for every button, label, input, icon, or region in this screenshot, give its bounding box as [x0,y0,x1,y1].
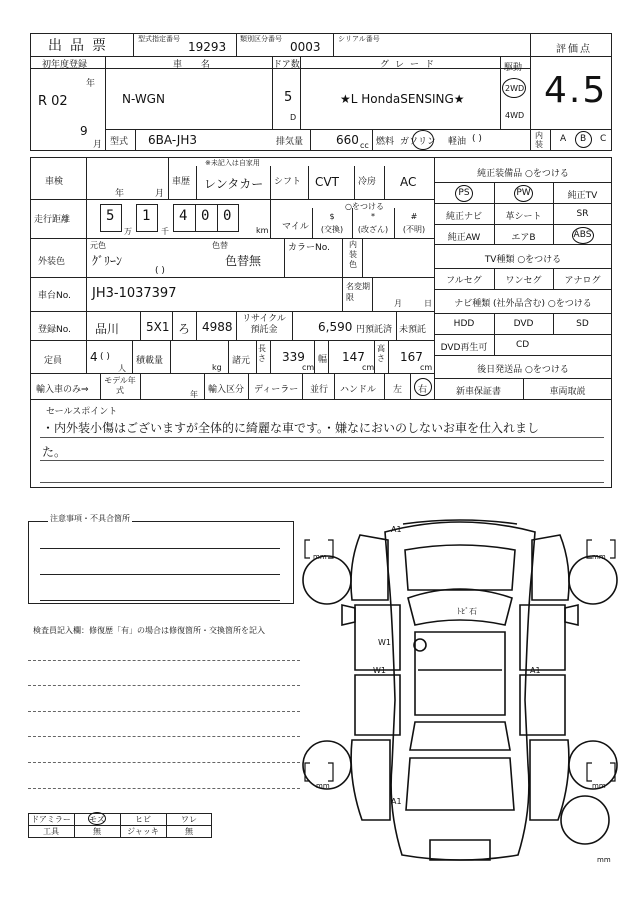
car-name: N-WGN [122,92,165,106]
sales-box [30,400,612,488]
mileage-digit-1: 5 [106,208,115,224]
interior-b-circle [575,131,592,148]
displacement: 660 [336,133,359,147]
recolor: 色替無 [225,254,262,268]
car-damage-diagram [300,510,620,875]
mileage-digit-4: 0 [201,208,210,224]
mileage-digit-2: 1 [142,208,151,224]
mileage-digit-3: 4 [179,208,188,224]
dmg-a1-rear: A1 [391,797,402,806]
notes-box [28,521,294,604]
dmg-a1-right: A1 [530,666,541,675]
shift: CVT [315,175,339,189]
score: 4.5 [544,70,608,111]
sales-line-2: た。 [42,445,67,459]
right-handle-circle [414,378,432,396]
model: 6BA-JH3 [148,133,198,147]
dmg-tobi: ﾄﾋﾞ石 [457,607,477,616]
chassis-no: JH3-1037397 [92,286,177,301]
reg-era: R 02 [38,94,68,109]
ps-circle [455,185,473,202]
fuel-circle [412,130,434,150]
type-no: 19293 [188,40,227,54]
doors: 5 [284,90,293,105]
recycle-amount: 6,590 [318,320,353,334]
form-title: 出品票 [48,38,114,54]
class-no: 0003 [290,40,321,54]
dmg-w1-bottom: W1 [373,666,386,675]
header-row [30,33,612,56]
class-label: 類別区分番号 [240,35,282,43]
dmg-a1-front: A1 [391,525,402,534]
type-label: 型式指定番号 [138,35,180,43]
mirror-circle [88,812,106,825]
mileage-digit-5: 0 [223,208,232,224]
pw-circle [514,185,533,202]
orig-color: ｸﾞﾘｰﾝ [92,254,123,268]
eval-label: 評価点 [556,44,592,55]
grade: ★L HondaSENSING★ [340,92,465,106]
drive-2wd-circle [502,78,526,98]
first-reg-label: 初年度登録 [42,60,88,70]
dmg-w1-top: W1 [378,638,391,647]
abs-circle [572,227,594,244]
serial-label: シリアル番号 [338,35,380,43]
fuel: ガソリン [400,137,437,147]
ac: AC [400,175,417,189]
sales-line-1: ・内外装小傷はございますが全体的に綺麗な車です。・嫌なにおいのしないお車を仕入れまし [42,421,540,435]
reg-month: 9 [80,124,88,138]
car-history: レンタカー [204,177,264,191]
